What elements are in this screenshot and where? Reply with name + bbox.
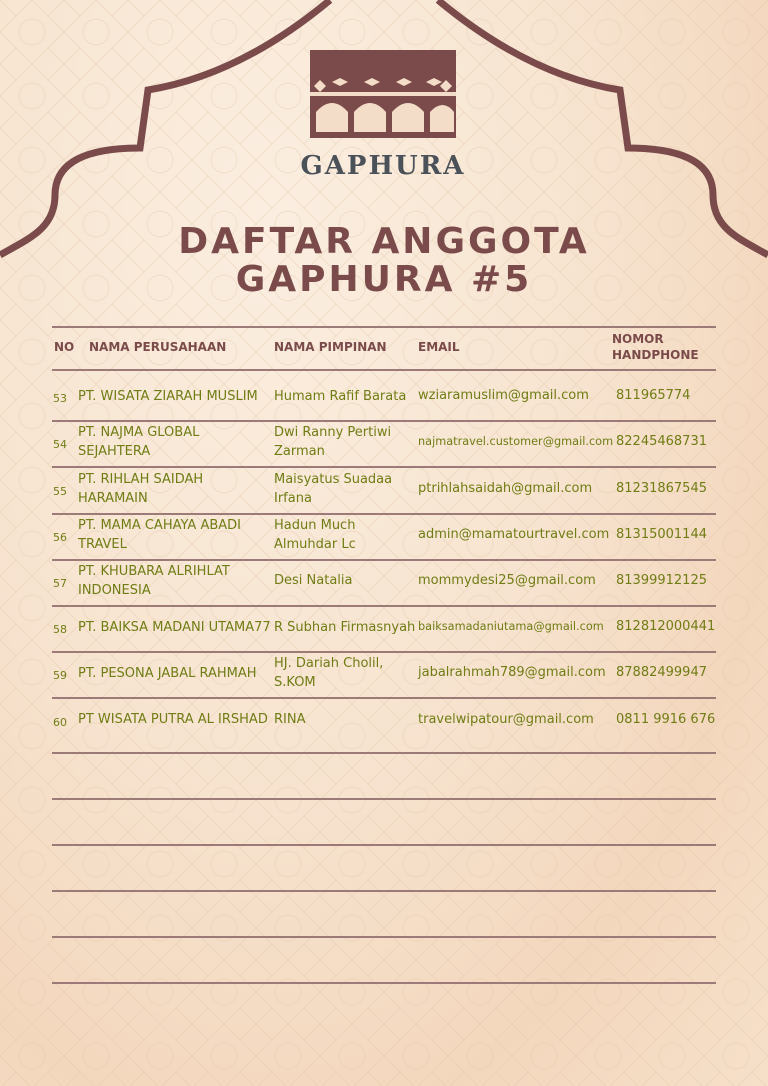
row-rule — [52, 605, 716, 607]
row-company-line: SEJAHTERA — [78, 444, 151, 460]
logo-wordmark: GAPHURA — [300, 151, 466, 181]
page-title-line2: GAPHURA #5 — [235, 259, 533, 300]
header-no: NO — [54, 340, 75, 354]
row-leader — [274, 571, 352, 590]
row-phone: 81315001144 — [616, 526, 707, 542]
row-leader-line: Hadun Much — [274, 517, 356, 533]
row-company — [78, 516, 241, 554]
table-top-rule — [52, 326, 716, 328]
gaphura-logo — [300, 50, 466, 181]
row-phone: 0811 9916 676 — [616, 711, 716, 727]
row-leader-line: R Subhan Firmasnyah — [274, 619, 416, 635]
row-company — [78, 470, 203, 508]
header-leader: NAMA PIMPINAN — [274, 340, 387, 354]
header-phone-line2: HANDPHONE — [612, 348, 699, 362]
empty-rule — [52, 844, 716, 846]
row-company-line: PT. PESONA JABAL RAHMAH — [78, 665, 257, 681]
row-phone: 812812000441 — [616, 619, 716, 635]
row-company-line: PT. RIHLAH SAIDAH — [78, 471, 204, 487]
empty-rule — [52, 752, 716, 754]
row-email: ptrihlahsaidah@gmail.com — [418, 480, 593, 496]
row-no: 58 — [53, 623, 67, 637]
row-leader-line: HJ. Dariah Cholil, — [274, 656, 384, 672]
row-email: admin@mamatourtravel.com — [418, 526, 610, 542]
row-no: 54 — [53, 438, 67, 452]
row-leader-line: Dwi Ranny Pertiwi — [274, 425, 392, 441]
row-leader-line: Zarman — [274, 444, 325, 460]
row-company-line: PT. NAJMA GLOBAL — [78, 425, 200, 441]
row-company-line: INDONESIA — [78, 582, 151, 598]
row-company-line: PT WISATA PUTRA AL IRSHAD — [78, 712, 268, 727]
row-company-line: HARAMAIN — [78, 490, 148, 506]
row-leader — [274, 516, 356, 554]
row-company-line: PT. KHUBARA ALRIHLAT — [78, 563, 230, 579]
row-company — [78, 664, 257, 683]
row-leader — [274, 423, 391, 461]
row-leader-line: Desi Natalia — [274, 573, 353, 589]
row-company — [78, 423, 199, 461]
row-no: 57 — [53, 576, 67, 590]
row-email: baiksamadaniutama@gmail.com — [418, 620, 604, 634]
row-company-line: TRAVEL — [78, 536, 127, 552]
row-leader — [274, 710, 305, 729]
row-phone: 81399912125 — [616, 572, 707, 588]
row-leader-line: Maisyatus Suadaa — [274, 471, 393, 487]
header-company: NAMA PERUSAHAAN — [89, 340, 227, 354]
row-company-line: PT. BAIKSA MADANI UTAMA77 — [78, 619, 271, 635]
header-phone-line1: NOMOR — [612, 332, 664, 346]
row-email: wziaramuslim@gmail.com — [418, 388, 589, 404]
row-rule — [52, 513, 716, 515]
row-leader-line: S.KOM — [274, 675, 316, 691]
row-leader-line: Humam Rafif Barata — [274, 388, 407, 404]
row-company — [78, 562, 230, 600]
row-company — [78, 710, 268, 729]
header-phone — [612, 331, 699, 363]
row-leader — [274, 618, 415, 637]
row-leader-line: Almuhdar Lc — [274, 536, 356, 552]
row-leader — [274, 654, 383, 692]
row-leader-line: RINA — [274, 712, 306, 727]
row-phone: 81231867545 — [616, 480, 707, 496]
row-phone: 811965774 — [616, 388, 691, 404]
row-leader — [274, 470, 392, 508]
row-company — [78, 618, 271, 637]
row-rule — [52, 420, 716, 422]
row-rule — [52, 559, 716, 561]
row-leader — [274, 387, 406, 406]
row-phone: 87882499947 — [616, 665, 707, 681]
row-email: mommydesi25@gmail.com — [418, 572, 596, 588]
empty-rule — [52, 982, 716, 984]
row-no: 56 — [53, 530, 67, 544]
row-company-line: PT. MAMA CAHAYA ABADI — [78, 517, 241, 533]
row-no: 53 — [53, 392, 67, 406]
row-rule — [52, 466, 716, 468]
row-rule — [52, 697, 716, 699]
row-email: travelwipatour@gmail.com — [418, 711, 594, 727]
header-email: EMAIL — [418, 340, 460, 354]
row-phone: 82245468731 — [616, 434, 707, 450]
empty-rule — [52, 890, 716, 892]
row-company — [78, 387, 258, 406]
row-leader-line: Irfana — [274, 490, 312, 506]
row-email: jabalrahmah789@gmail.com — [418, 665, 606, 681]
row-company-line: PT. WISATA ZIARAH MUSLIM — [78, 388, 258, 404]
row-no: 60 — [53, 715, 67, 729]
empty-rule — [52, 798, 716, 800]
row-no: 59 — [53, 669, 67, 683]
page-title-line1: DAFTAR ANGGOTA — [178, 221, 590, 262]
header-bottom-rule — [52, 369, 716, 371]
row-rule — [52, 651, 716, 653]
row-no: 55 — [53, 484, 67, 498]
row-email: najmatravel.customer@gmail.com — [418, 435, 614, 449]
empty-rule — [52, 936, 716, 938]
